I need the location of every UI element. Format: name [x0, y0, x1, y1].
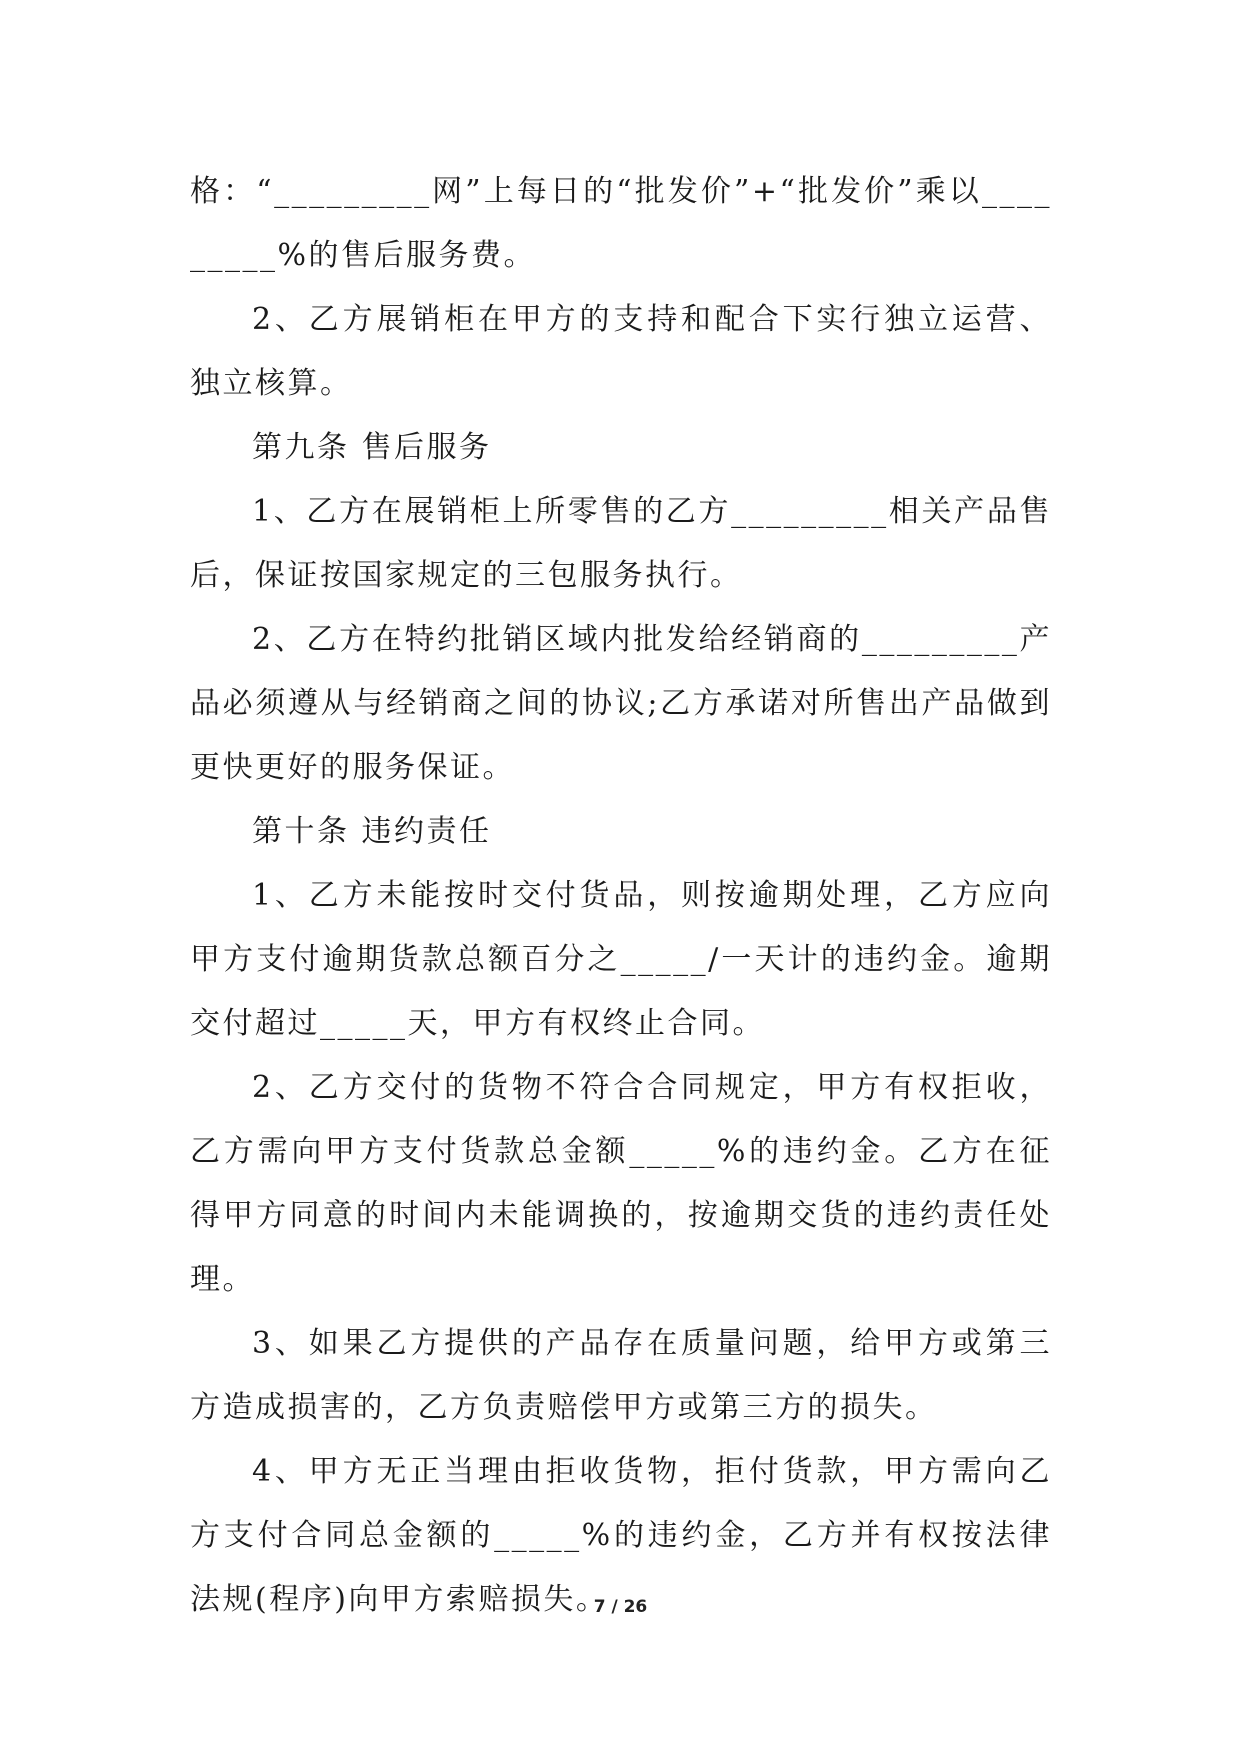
paragraph-refusal-penalty: 4、甲方无正当理由拒收货物，拒付货款，甲方需向乙方支付合同总金额的_____%的违约金，乙方并有权按法律法规(程序)向甲方索赔损失。	[190, 1454, 1052, 1617]
document-body	[190, 160, 1052, 1632]
paragraph-nonconforming-goods: 2、乙方交付的货物不符合合同规定，甲方有权拒收，乙方需向甲方支付货款总金额_____%的违约金。乙方在征得甲方同意的时间内未能调换的，按逾期交货的违约责任处理。	[190, 1070, 1052, 1297]
paragraph-wholesale-after-sales: 2、乙方在特约批销区域内批发给经销商的_________产品必须遵从与经销商之间的协议;乙方承诺对所售出产品做到更快更好的服务保证。	[190, 622, 1052, 785]
section-heading-after-sales: 第九条 售后服务	[252, 430, 492, 465]
section-heading-liability: 第十条 违约责任	[252, 814, 492, 849]
paragraph-retail-after-sales: 1、乙方在展销柜上所零售的乙方_________相关产品售后，保证按国家规定的三包服务执行。	[190, 494, 1052, 593]
paragraph-price-clause: 格：“_________网”上每日的“批发价”+“批发价”乘以_________%的售后服务费。	[190, 174, 1052, 273]
paragraph-independent-operation: 2、乙方展销柜在甲方的支持和配合下实行独立运营、独立核算。	[190, 302, 1052, 401]
page-number: 7 / 26	[593, 1597, 648, 1617]
paragraph-late-delivery: 1、乙方未能按时交付货品，则按逾期处理，乙方应向甲方支付逾期货款总额百分之_____/一天计的违约金。逾期交付超过_____天，甲方有权终止合同。	[190, 878, 1052, 1041]
paragraph-quality-issues: 3、如果乙方提供的产品存在质量问题，给甲方或第三方造成损害的，乙方负责赔偿甲方或第三方的损失。	[190, 1326, 1052, 1425]
